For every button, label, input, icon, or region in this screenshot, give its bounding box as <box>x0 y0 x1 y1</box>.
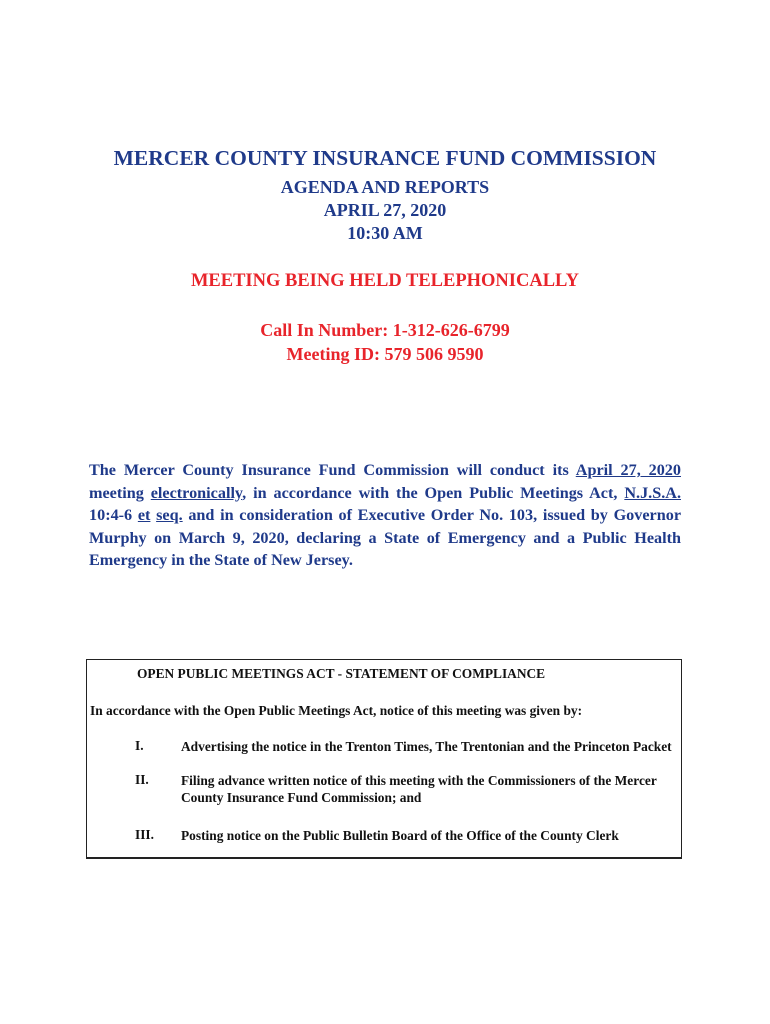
call-in-info <box>0 318 770 366</box>
telephonic-notice: MEETING BEING HELD TELEPHONICALLY <box>190 271 580 291</box>
header-subinfo <box>0 176 770 245</box>
item-text: Advertising the notice in the Trenton Times, The Trentonian and the Princeton Packet <box>181 739 672 754</box>
intro-text-1: The Mercer County Insurance Fund Commission will conduct its <box>89 461 576 479</box>
document-title: MERCER COUNTY INSURANCE FUND COMMISSION <box>113 146 657 170</box>
item-text: Posting notice on the Public Bulletin Board of the Office of the County Clerk <box>181 828 619 843</box>
intro-text-3: , in accordance with the Open Public Meetings Act, <box>242 483 625 502</box>
meeting-date-underlined: April 27, 2020 <box>575 461 681 479</box>
meeting-date: APRIL 27, 2020 <box>323 200 447 220</box>
call-in-number: Call In Number: 1-312-626-6799 <box>260 320 510 340</box>
compliance-title: OPEN PUBLIC MEETINGS ACT - STATEMENT OF COMPLIANCE <box>137 666 546 681</box>
meeting-id: Meeting ID: 579 506 9590 <box>286 344 484 364</box>
seq-underlined: seq. <box>156 506 183 525</box>
njsa-underlined: N.J.S.A. <box>624 483 681 502</box>
item-number: III. <box>135 827 154 842</box>
item-number: II. <box>135 772 149 787</box>
intro-paragraph <box>89 459 681 572</box>
item-text: Filing advance written notice of this meeting with the Commissioners of the Mercer County Insurance Fund Commission; and <box>181 773 657 805</box>
compliance-statement-box <box>86 659 682 859</box>
intro-text-4: 10:4-6 <box>89 506 138 525</box>
intro-text-2: meeting <box>89 483 151 502</box>
electronically-underlined: electronically <box>150 483 243 502</box>
et-underlined: et <box>137 506 151 525</box>
intro-text-6: and in consideration of Executive Order No. 103, issued by Governor Murphy on March 9, 2020, declaring a State of Emergency and a Public Health Emergency in the State of New Jersey. <box>89 506 682 570</box>
item-number: I. <box>135 738 144 753</box>
compliance-intro: In accordance with the Open Public Meetings Act, notice of this meeting was given by: <box>90 703 583 718</box>
agenda-subtitle: AGENDA AND REPORTS <box>280 177 490 197</box>
meeting-time: 10:30 AM <box>347 223 423 243</box>
